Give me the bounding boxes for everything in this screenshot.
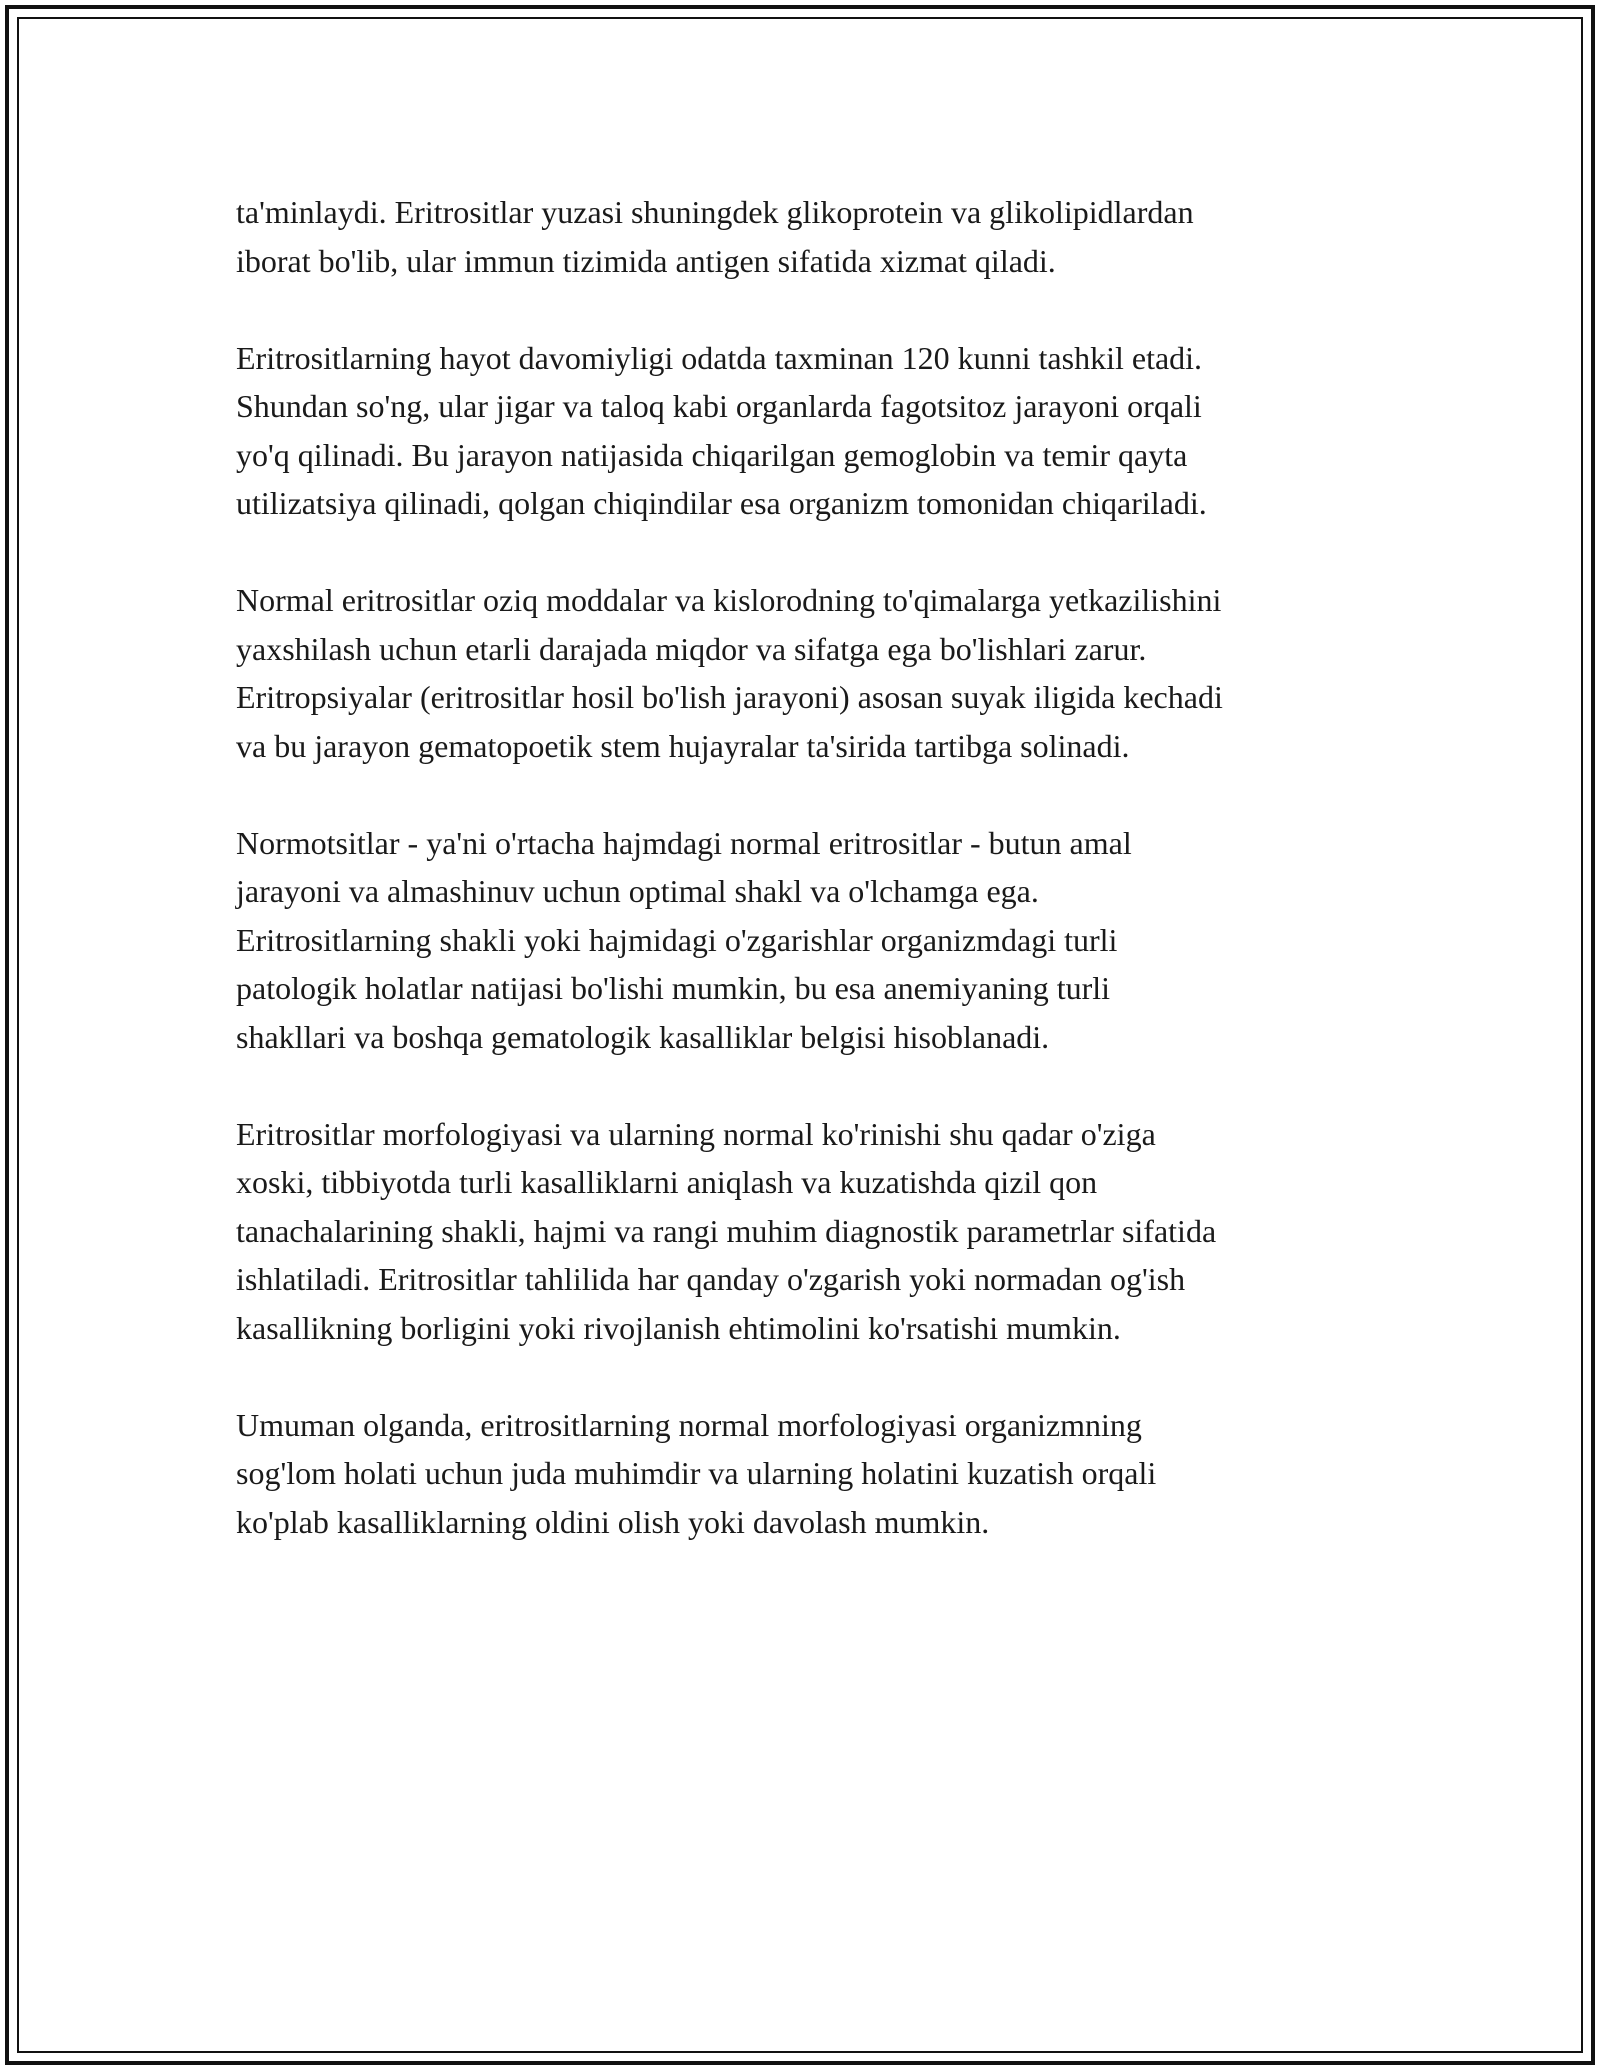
text-line: Eritrositlar morfologiyasi va ularning normal ko'rinishi shu qadar o'ziga <box>236 1115 1156 1152</box>
text-line: xoski, tibbiyotda turli kasalliklarni aniqlash va kuzatishda qizil qon <box>236 1164 1098 1200</box>
text-line: Umuman olganda, eritrositlarning normal morfologiyasi organizmning <box>236 1406 1142 1443</box>
text-line: Eritrositlarning hayot davomiyligi odatda taxminan 120 kunni tashkil etadi. <box>236 339 1203 376</box>
text-line: patologik holatlar natijasi bo'lishi mumkin, bu esa anemiyaning turli <box>236 970 1111 1006</box>
text-line: yo'q qilinadi. Bu jarayon natijasida chiqarilgan gemoglobin va temir qayta <box>236 436 1188 473</box>
paragraph-1 <box>236 188 1376 285</box>
text-line: ko'plab kasalliklarning oldini olish yoki davolash mumkin. <box>236 1503 990 1540</box>
text-line: ishlatiladi. Eritrositlar tahlilida har qanday o'zgarish yoki normadan og'ish <box>236 1261 1186 1297</box>
text-line: ta'minlaydi. Eritrositlar yuzasi shuningdek glikoprotein va glikolipidlardan <box>236 194 1194 230</box>
text-line: sog'lom holati uchun juda muhimdir va ularning holatini kuzatish orqali <box>236 1455 1157 1491</box>
paragraph-3 <box>236 576 1376 770</box>
text-line: jarayoni va almashinuv uchun optimal shakl va o'lchamga ega. <box>236 873 1039 909</box>
paragraph-6 <box>236 1401 1376 1547</box>
text-line: shakllari va boshqa gematologik kasalliklar belgisi hisoblanadi. <box>236 1018 1050 1055</box>
paragraph-4 <box>236 819 1376 1062</box>
document-body <box>236 188 1376 1546</box>
text-line: kasallikning borligini yoki rivojlanish ehtimolini ko'rsatishi mumkin. <box>236 1309 1121 1346</box>
text-line: iborat bo'lib, ular immun tizimida antigen sifatida xizmat qiladi. <box>236 242 1056 279</box>
text-line: Normal eritrositlar oziq moddalar va kislorodning to'qimalarga yetkazilishini <box>236 582 1222 618</box>
text-line: Shundan so'ng, ular jigar va taloq kabi organlarda fagotsitoz jarayoni orqali <box>236 388 1202 424</box>
text-line: Eritropsiyalar (eritrositlar hosil bo'lish jarayoni) asosan suyak iligida kechadi <box>236 679 1223 715</box>
text-line: va bu jarayon gematopoetik stem hujayralar ta'sirida tartibga solinadi. <box>236 727 1130 764</box>
text-line: utilizatsiya qilinadi, qolgan chiqindilar esa organizm tomonidan chiqariladi. <box>236 485 1207 521</box>
paragraph-5 <box>236 1110 1376 1353</box>
text-line: Normotsitlar - ya'ni o'rtacha hajmdagi normal eritrositlar - butun amal <box>236 824 1132 861</box>
text-line: yaxshilash uchun etarli darajada miqdor va sifatga ega bo'lishlari zarur. <box>236 630 1147 667</box>
text-line: Eritrositlarning shakli yoki hajmidagi o'zgarishlar organizmdagi turli <box>236 921 1118 958</box>
paragraph-2 <box>236 334 1376 528</box>
text-line: tanachalarining shakli, hajmi va rangi muhim diagnostik parametrlar sifatida <box>236 1212 1217 1249</box>
